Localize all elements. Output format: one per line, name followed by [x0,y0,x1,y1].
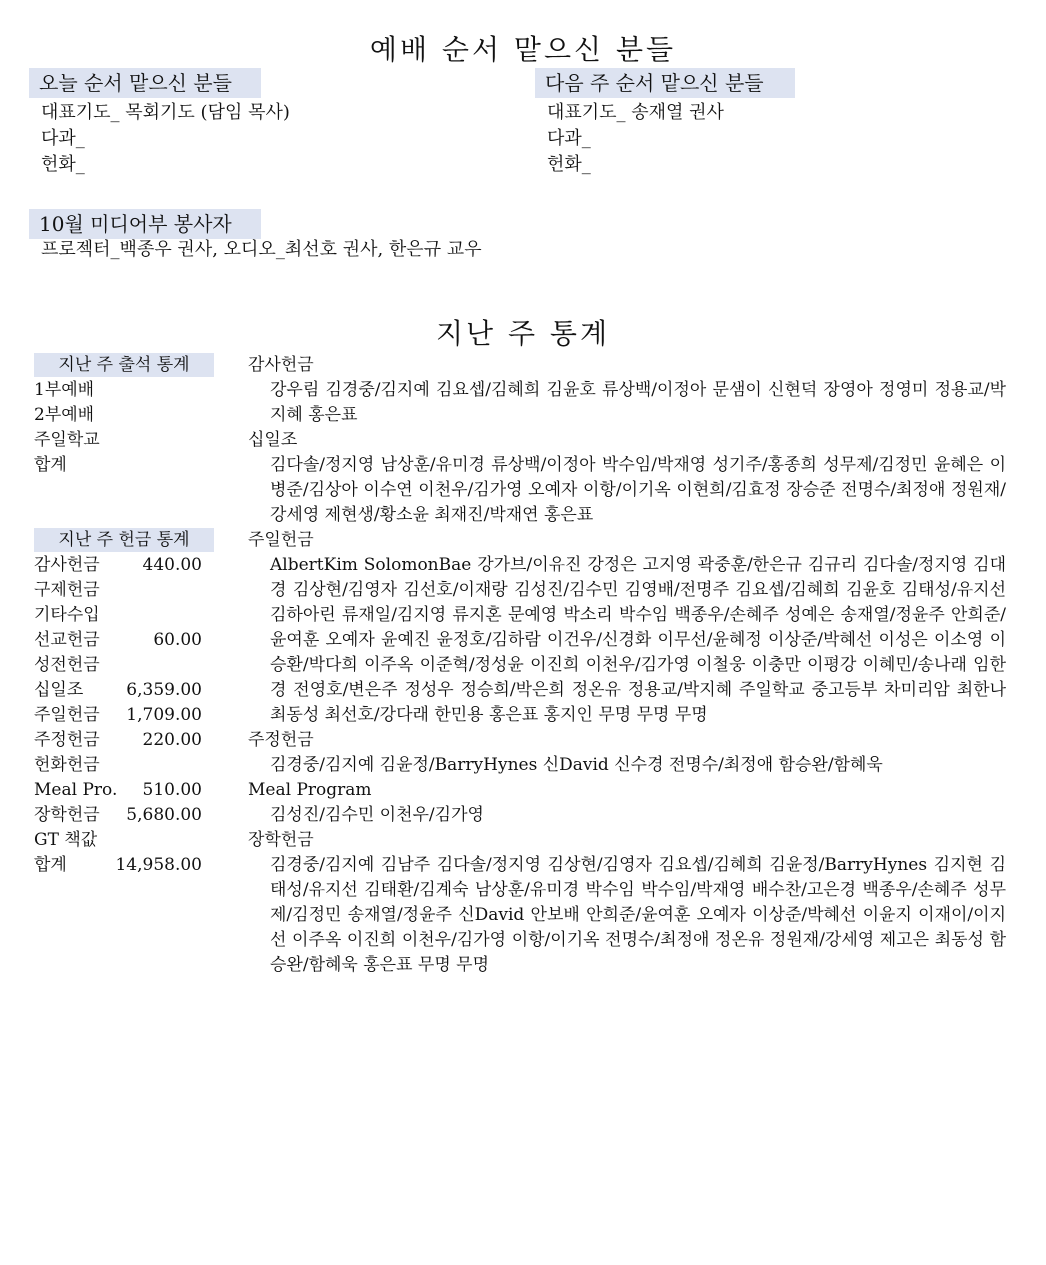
today-role-line: 다과_ [41,128,85,149]
offering-row-total: 합계 14,958.00 [34,855,202,875]
attendance-row: 합계 [34,455,67,475]
offering-row: 십일조 6,359.00 [34,680,202,700]
donor-lists [248,353,1006,978]
next-roles-header: 다음 주 순서 맡으신 분들 [535,68,795,98]
donor-names: 김경중/김지예 김윤정/BarryHynes 신David 신수경 전명수/최정애 함승완/함혜욱 [270,755,883,775]
donor-names: 김성진/김수민 이천우/김가영 [270,805,484,825]
section-title-stats: 지난 주 통계 [435,317,611,350]
attendance-stats-header: 지난 주 출석 통계 [34,353,214,377]
donor-category: 십일조 [248,430,298,450]
donor-names: 강우림 김경중/김지예 김요셉/김혜희 김윤호 류상백/이정아 문샘이 신현덕 장영아 정영미 정용교/박지혜 홍은표 [270,380,1006,425]
offering-stats-header: 지난 주 헌금 통계 [34,528,214,552]
next-role-line: 다과_ [547,128,591,149]
media-volunteers-line: 프로젝터_백종우 권사, 오디오_최선호 권사, 한은규 교우 [41,239,482,260]
today-roles-header: 오늘 순서 맡으신 분들 [29,68,261,98]
attendance-row: 1부예배 [34,380,95,400]
offering-row: 감사헌금 440.00 [34,555,202,575]
offering-row: 주정헌금 220.00 [34,730,202,750]
donor-category: 주일헌금 [248,530,314,550]
donor-names: 김다솔/정지영 남상훈/유미경 류상백/이정아 박수임/박재영 성기주/홍종희 성무제/김정민 윤혜은 이병준/김상아 이수연 이천우/김가영 오예자 이항/이기옥 이현희/김효정 장승준 전명수/최정애 정원재/강세영 제현생/황소윤 최재진/박재연 홍은표 [270,455,1006,525]
section-title-roles: 예배 순서 맡으신 분들 [369,33,677,66]
today-role-line: 대표기도_ 목회기도 (담임 목사) [41,102,290,123]
offering-stats [34,528,214,878]
offering-row: 장학헌금 5,680.00 [34,805,202,825]
donor-category: 장학헌금 [248,830,314,850]
donor-names: AlbertKim SolomonBae 강가브/이유진 강정은 고지영 곽중훈/한은규 김규리 김다솔/정지영 김대경 김상현/김영자 김선호/이재랑 김성진/김수민 김영배/전명주 김요셉/김혜희 김윤호 김태성/유지선 김하아린 류재일/김지영 류지혼 문예영 박소리 박수임 백종우/손혜주 성예은 송재열/정윤주 안희준/윤여훈 오예자 윤예진 윤정호/김하람 이건우/신경화 이무선/윤혜정 이상준/박혜선 이성은 이소영 이승환/박다희 이주옥 이준혁/정성윤 이진희 이천우/김가영 이철웅 이충만 이평강 이혜민/송나래 임한경 전영호/변은주 정성우 정승희/박은희 정온유 정용교/박지혜 주일학교 중고등부 차미리암 최한나 최동성 최선호/강다래 한민용 홍은표 홍지인 무명 무명 무명 [270,555,1006,725]
offering-row: 성전헌금 [34,655,100,675]
offering-row: 구제헌금 [34,580,100,600]
today-role-line: 헌화_ [41,154,85,175]
offering-row: 선교헌금 60.00 [34,630,202,650]
media-volunteers-header: 10월 미디어부 봉사자 [29,209,261,239]
attendance-row: 주일학교 [34,430,100,450]
donor-names: 김경중/김지예 김남주 김다솔/정지영 김상현/김영자 김요셉/김혜희 김윤정/BarryHynes 김지현 김태성/유지선 김태환/김계숙 남상훈/유미경 박수임 박수임/박재영 배수찬/고은경 백종우/손혜주 성무제/김정민 송재열/정윤주 신David 안보배 안희준/윤여훈 오예자 이상준/박혜선 이윤지 이재이/이지선 이주옥 이진희 이천우/김가영 이항/이기옥 전명수/최정애 정온유 정원재/강세영 제고은 최동성 함승완/함혜욱 홍은표 무명 무명 [270,855,1006,975]
attendance-row: 2부예배 [34,405,95,425]
offering-row: 헌화헌금 [34,755,100,775]
offering-row: GT 책값 [34,830,98,850]
donor-category: 주정헌금 [248,730,314,750]
attendance-stats [34,353,214,478]
offering-row: 주일헌금 1,709.00 [34,705,202,725]
offering-row: 기타수입 [34,605,100,625]
donor-category: Meal Program [248,780,372,800]
next-role-line: 헌화_ [547,154,591,175]
next-role-line: 대표기도_ 송재열 권사 [547,102,724,123]
donor-category: 감사헌금 [248,355,314,375]
offering-row: Meal Pro. 510.00 [34,780,202,800]
